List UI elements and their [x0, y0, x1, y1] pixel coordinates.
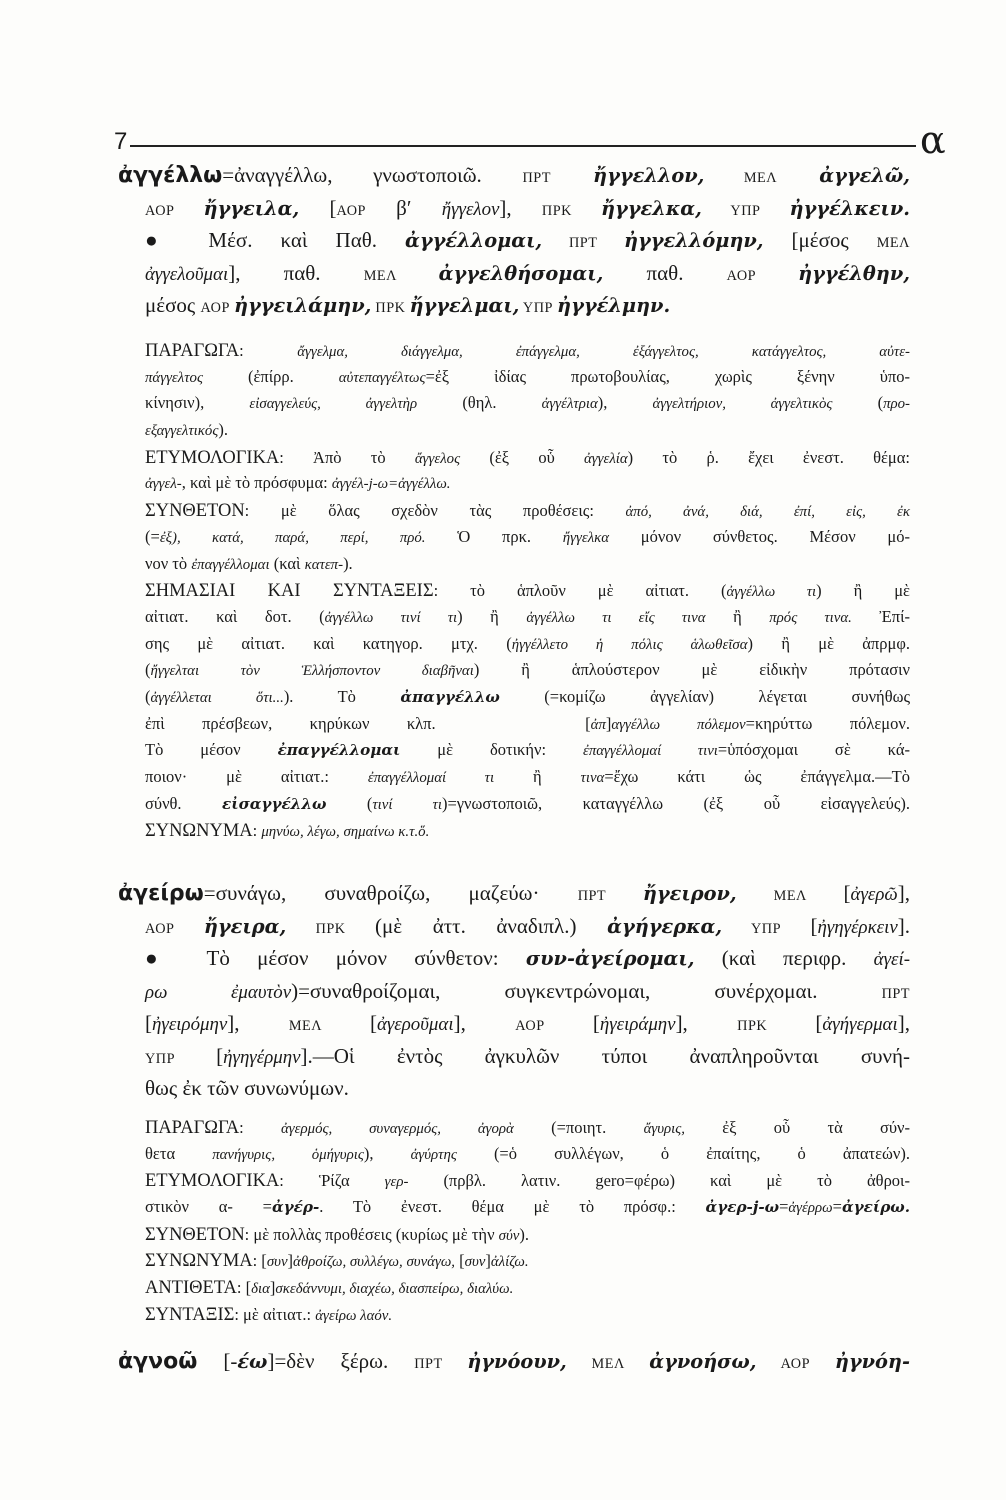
text-line — [145, 1301, 910, 1328]
grammar-abbrev: ΠΡΤ — [414, 1356, 468, 1372]
grammar-abbrev: ΠΡΤ — [522, 170, 551, 186]
text-line — [145, 1114, 910, 1141]
italic-text: ἄγγελος — [414, 450, 461, 467]
italic-text: αὐτεπαγγέλτως — [338, 369, 426, 386]
text: : [ — [236, 1278, 252, 1298]
text-line — [145, 817, 910, 844]
text-line — [145, 657, 910, 684]
text: αἰτιατ. καὶ δοτ. ( — [145, 606, 325, 626]
italic-text: μηνύω, λέγω, σημαίνω κ.τ.ὅ. — [261, 824, 430, 841]
text: θως ἐκ τῶν συνωνύμων. — [145, 1076, 349, 1100]
text: [ — [455, 1251, 465, 1271]
section-heading: ΣΗΜΑΣΙΑΙ ΚΑΙ ΣΥΝΤΑΞΕΙΣ — [145, 580, 434, 601]
italic-text: ἠγγέλλετο ἡ πόλις ἁλωθεῖσα — [511, 636, 748, 653]
text: [ — [592, 1011, 600, 1035]
bold-form: ἀγγελῶ, — [777, 164, 911, 187]
text-line — [145, 417, 910, 444]
text-line — [145, 1167, 910, 1194]
text: Ὁ πρκ. — [425, 526, 563, 546]
section-heading: ΣΥΝΩΝΥΜΑ — [145, 820, 253, 841]
bold-form: ἤγγελμαι, — [409, 294, 520, 317]
grammar-abbrev: ΜΕΛ — [288, 1018, 370, 1034]
bold-form: ἤγγελλον, — [550, 164, 705, 187]
text: ]. — [897, 913, 910, 938]
text: : [ — [252, 1251, 267, 1271]
text: μὲ δοτικήν: — [400, 740, 583, 760]
grammar-abbrev: ΑΟΡ — [200, 300, 234, 316]
text: (καὶ — [269, 553, 305, 573]
italic-text: δια — [251, 1281, 270, 1298]
text-line — [145, 289, 910, 322]
bold-form: ἠγγειλάμην, — [234, 294, 372, 317]
grammar-abbrev: ΥΠΡ — [722, 920, 811, 937]
italic-text: εξαγγελτικός — [145, 423, 219, 440]
text-line — [145, 192, 910, 225]
header-rule — [130, 145, 916, 147]
text-line — [145, 631, 910, 658]
text: ), — [363, 1143, 411, 1163]
text: ], — [897, 1011, 910, 1035]
text: ἢ — [705, 606, 770, 626]
text: ) ἢ μὲ — [816, 581, 910, 601]
entry-angello-notes — [145, 337, 910, 844]
italic-text: σκεδάννυμι, διαχέω, διασπείρω, διαλύω. — [275, 1281, 514, 1298]
text-line — [145, 524, 910, 551]
italic-text: ἀγγέλλω τι εἴς τινα — [526, 609, 706, 626]
bold-form: ἀγέρ- — [271, 1198, 320, 1217]
bold-form: ἀγείρω. — [841, 1198, 911, 1217]
text: ● Τὸ μέσον μόνον σύνθετον: — [145, 946, 526, 970]
italic-text: ἐπαγγέλλομαι — [191, 556, 270, 573]
text: ἢ — [494, 767, 581, 786]
text: ( — [326, 793, 373, 813]
text: (ἐξ οὗ — [460, 447, 584, 467]
text: ], — [897, 881, 910, 905]
grammar-abbrev: ΑΟΡ — [145, 920, 204, 937]
bold-form: ἠγγέλμην. — [557, 294, 671, 317]
bold-form: ἠγγέλκειν. — [789, 196, 911, 220]
italic-text: αγγέλλω πόλεμον — [611, 716, 746, 733]
grammar-abbrev: ΥΠΡ — [145, 1050, 217, 1067]
text: ], παθ. — [228, 260, 364, 285]
text: (= — [145, 526, 160, 546]
italic-text: ἀγεί- — [873, 949, 910, 970]
text-line — [145, 257, 910, 290]
text: ( — [832, 393, 884, 413]
section-heading: ΣΥΝΘΕΤΟΝ — [145, 1223, 245, 1244]
text: ] — [605, 713, 612, 733]
grammar-abbrev: ΑΟΡ — [145, 202, 204, 219]
bold-form: ἤγγελκα, — [601, 196, 702, 220]
text: [μέσος — [763, 228, 877, 252]
headword: ἀγγέλλω — [118, 163, 223, 188]
section-heading: ΕΤΥΜΟΛΟΓΙΚΑ — [145, 446, 280, 467]
section-heading: ΑΝΤΙΘΕΤΑ — [145, 1277, 237, 1298]
text: =ἐξ ἰδίας πρωτοβουλίας, χωρὶς ξένην ὑπο- — [425, 366, 910, 386]
text: (ἐπίρρ. — [202, 366, 339, 386]
text-line — [145, 1141, 910, 1168]
text: θετα — [145, 1143, 213, 1163]
text: (=ὁ συλλέγων, ὁ ἐπαίτης, ὁ ἀπατεών). — [456, 1143, 911, 1163]
text: ). — [343, 553, 353, 573]
italic-text: ἀγείρω λαόν. — [315, 1307, 393, 1324]
italic-text: εἰσαγγελεύς, ἀγγελτὴρ — [249, 396, 418, 413]
bold-form: ἀγγελθήσομαι, — [438, 261, 604, 285]
text-line — [145, 577, 910, 604]
text: ● Μέσ. καὶ Παθ. — [145, 228, 406, 252]
text-line — [145, 1007, 910, 1040]
section-heading: ΣΥΝΘΕΤΟΝ — [145, 500, 245, 521]
grammar-abbrev: ΠΡΚ — [541, 202, 601, 219]
text: : — [252, 821, 262, 841]
text-line — [145, 470, 910, 497]
text: : — [239, 341, 298, 360]
grammar-abbrev: ΠΡΚ — [371, 300, 410, 316]
section-heading: ΠΑΡΑΓΩΓΑ — [145, 340, 240, 360]
italic-text: κατεπ- — [304, 556, 344, 573]
entry-ageiro-notes — [145, 1114, 910, 1328]
text-line — [145, 737, 910, 764]
bold-form: έω — [237, 1350, 268, 1373]
headword: ἀγείρω — [118, 881, 204, 906]
text-line — [145, 224, 910, 257]
text-line — [145, 764, 910, 791]
bold-form: ἀγήγερκα, — [607, 914, 723, 938]
italic-text: ἀγγέλλεται ὅτι... — [150, 689, 284, 706]
italic-text: ἤγγελται τὸν Ἑλλήσποντον διαβῆναι — [150, 663, 474, 680]
text: ] — [269, 1278, 276, 1298]
text: ], — [453, 1011, 516, 1035]
grammar-abbrev: ΜΕΛ — [876, 235, 910, 251]
text-line — [145, 1040, 910, 1073]
section-heading: ΠΑΡΑΓΩΓΑ — [145, 1117, 240, 1137]
bold-form: συν-ἀγείρομαι, — [525, 947, 695, 970]
italic-text: ἀγγέλτρια — [541, 396, 598, 413]
text: : μὲ αἰτιατ.: — [234, 1304, 316, 1324]
italic-text: ἤγγελον — [441, 198, 500, 220]
bold-form: ἤγειρα, — [203, 914, 287, 938]
text: ) ἢ — [457, 606, 527, 626]
text: Ἐπί- — [851, 606, 911, 626]
text: ), — [597, 393, 653, 413]
text: [ — [369, 1011, 377, 1035]
grammar-abbrev: ΜΕΛ — [736, 888, 844, 904]
text: ].—Οἱ ἐντὸς ἀγκυλῶν τύποι ἀναπληροῦνται συνή- — [300, 1043, 911, 1068]
text-line — [145, 364, 910, 391]
bold-form: ἀπαγγέλλω — [400, 687, 500, 706]
text-line — [145, 1194, 910, 1221]
grammar-abbrev: ΑΟΡ — [756, 1356, 835, 1372]
text: : Ῥίζα — [279, 1171, 385, 1191]
italic-text: ἀγγελία — [583, 450, 628, 467]
text: κίνησιν), — [145, 393, 250, 413]
text-line — [145, 604, 910, 631]
section-letter: α — [920, 118, 946, 162]
italic-text: ἀγγελ- — [145, 476, 182, 493]
text: β′ — [365, 195, 442, 220]
text: ) ἢ ἁπλούστερον μὲ εἰδικὴν πρότασιν — [473, 660, 910, 680]
italic-text: ἠγηγέρμην — [223, 1046, 301, 1068]
text: )=συναθροίζομαι, συγκεντρώνομαι, συνέρχομαι. — [291, 978, 882, 1003]
italic-text: ἀγγελτήριον, ἀγγελτικὸς — [652, 396, 833, 413]
italic-text: ἀθροίζω, συλλέγω, συνάγω, — [293, 1254, 456, 1271]
grammar-abbrev: ΥΠΡ — [519, 300, 558, 316]
text: =κηρύττω πόλεμον. — [745, 713, 910, 733]
text: [ — [145, 1011, 152, 1035]
entry-ageiro — [118, 877, 911, 1105]
text: μέσος — [145, 293, 201, 317]
text: =ὑπόσχομαι σὲ κά- — [717, 740, 910, 760]
text: = — [779, 1197, 789, 1217]
entry-agnoo — [118, 1345, 910, 1378]
text: ) ἢ μὲ ἀπρμφ. — [747, 633, 910, 653]
text: (μὲ ἀττ. ἀναδιπλ.) — [375, 913, 608, 938]
text: : μὲ πολλὰς προθέσεις (κυρίως μὲ τὴν — [244, 1224, 499, 1244]
text-line — [145, 684, 910, 711]
text-line — [118, 877, 910, 910]
grammar-abbrev: ΠΡΚ — [737, 1018, 816, 1034]
italic-text: σύν — [498, 1227, 520, 1244]
section-heading: ΕΤΥΜΟΛΟΓΙΚΑ — [145, 1170, 280, 1191]
text: [ — [810, 913, 818, 938]
italic-text: ἀγεροῦμαι — [376, 1014, 454, 1035]
text: παθ. — [603, 260, 727, 285]
text: =ἀναγγέλλω, γνωστοποιῶ. — [222, 163, 523, 187]
italic-text: ἤγγελκα — [562, 529, 610, 546]
italic-text: γερ- — [384, 1174, 409, 1191]
text: ] — [485, 1251, 491, 1271]
bold-form: ἠγγελλόμην, — [623, 229, 764, 252]
grammar-abbrev: ΠΡΤ — [577, 888, 643, 904]
text: στικὸν α- = — [145, 1197, 272, 1217]
text: νον τὸ — [145, 553, 192, 573]
text: )=γνωστοποιῶ, καταγγέλλω (ἐξ οὗ εἰσαγγελεύς). — [441, 793, 910, 813]
grammar-abbrev: ΑΟΡ — [515, 1018, 593, 1034]
text: = — [832, 1197, 842, 1217]
text: . Τὸ ἐνεστ. θέμα μὲ τὸ πρόσφ.: — [319, 1197, 706, 1217]
text: ). — [218, 420, 228, 440]
italic-text: ἐπαγγέλλομαί τινι — [582, 743, 718, 760]
text: : — [239, 1118, 282, 1137]
bold-form: ἠγνόη- — [834, 1350, 910, 1373]
text: ( — [145, 660, 151, 680]
text: : Ἀπὸ τὸ — [279, 447, 415, 467]
text: ] — [287, 1251, 294, 1271]
text: [ — [299, 195, 337, 220]
text: Τὸ μέσον — [145, 740, 278, 760]
italic-text: ἀλίζω. — [490, 1254, 529, 1271]
text: (=κομίζω ἀγγελίαν) λέγεται συνήθως — [499, 686, 910, 706]
text: ἐπὶ πρέσβεων, κηρύκων κλπ. [ — [145, 713, 591, 733]
bold-form: ἐπαγγέλλομαι — [277, 741, 401, 760]
grammar-abbrev: ΜΕΛ — [566, 1356, 650, 1372]
text: ], — [499, 195, 542, 220]
italic-text: ἀγγέλ-j-ω=ἀγγέλλω. — [331, 476, 451, 493]
grammar-abbrev: ΜΕΛ — [704, 170, 778, 186]
italic-text: προ- — [883, 396, 910, 413]
bold-form: εἰσαγγέλλω — [222, 794, 327, 813]
text: σύνθ. — [145, 793, 222, 813]
text: (θηλ. — [417, 393, 542, 413]
italic-text: ἀπό, ἀνά, διά, ἐπί, εἰς, ἐκ — [625, 504, 910, 521]
bold-form: ἀγερ-j-ω — [705, 1198, 780, 1217]
text-line — [145, 444, 910, 471]
italic-text: ἀγγέλλω τι — [726, 584, 817, 601]
text: ], — [227, 1011, 289, 1035]
text: (πρβλ. λατιν. gero=φέρω) καὶ μὲ τὸ ἀθροι- — [408, 1171, 910, 1191]
italic-text: συν — [266, 1254, 288, 1271]
text: ). Τὸ — [283, 686, 401, 706]
text: ( — [145, 686, 151, 706]
italic-text: ἠγηγέρκειν — [817, 916, 898, 938]
text-line — [145, 1274, 910, 1301]
grammar-abbrev: ΜΕΛ — [363, 267, 439, 284]
text-line — [145, 497, 910, 524]
text: ) τὸ ῥ. ἔχει ἐνεστ. θέμα: — [627, 447, 911, 467]
bold-form: ἀγνοήσω, — [649, 1350, 757, 1373]
text-line — [145, 337, 910, 364]
text: (=ποιητ. — [513, 1118, 644, 1137]
text: : μὲ ὅλας σχεδὸν τὰς προθέσεις: — [244, 501, 626, 521]
text: ποιον· μὲ αἰτιατ.: — [145, 767, 368, 786]
headword: ἀγνοῶ — [118, 1349, 198, 1374]
italic-text: τινί τι — [372, 796, 442, 813]
italic-text: πανήγυρις, ὁμήγυρις — [212, 1146, 364, 1163]
italic-text: ἠγειρόμην — [152, 1014, 228, 1035]
grammar-abbrev: ΠΡΤ — [542, 235, 624, 251]
italic-text: ρω ἐμαυτὸν — [145, 981, 292, 1003]
italic-text: ἀγήγερμαι — [822, 1014, 898, 1035]
grammar-abbrev: ΑΟΡ — [336, 202, 366, 219]
text: ). — [519, 1224, 530, 1244]
italic-text: ἀγερμός, συναγερμός, ἀγορὰ — [281, 1121, 514, 1137]
bold-form: ἤγειρον, — [642, 882, 737, 905]
italic-text: ἀγερῶ — [850, 884, 898, 905]
page-number: 7 — [114, 128, 128, 155]
text-line — [145, 1247, 910, 1274]
grammar-abbrev: ΠΡΤ — [881, 985, 911, 1002]
section-heading: ΣΥΝΤΑΞΙΣ — [145, 1303, 235, 1324]
text: ], — [675, 1011, 738, 1035]
italic-text: ἠγειράμην — [599, 1014, 676, 1035]
text: ἐξ οὗ τὰ σύν- — [685, 1118, 910, 1137]
italic-text: ἀγγελοῦμαι — [145, 263, 229, 285]
text-line — [145, 910, 910, 943]
grammar-abbrev: ΑΟΡ — [726, 267, 799, 284]
italic-text: ἄγυρις, — [643, 1121, 685, 1137]
italic-text: ἐξ), κατά, παρά, περί, πρό. — [159, 529, 426, 546]
text: [ — [216, 1043, 224, 1068]
text-line — [145, 390, 910, 417]
italic-text: πάγγελτος — [145, 369, 203, 386]
section-heading: ΣΥΝΩΝΥΜΑ — [145, 1250, 253, 1271]
text: ]=δὲν ξέρω. — [267, 1349, 415, 1373]
text-line — [145, 711, 910, 738]
bold-form: ἀγγέλλομαι, — [405, 229, 543, 252]
italic-text: τινα — [580, 770, 605, 786]
italic-text: συν — [464, 1254, 486, 1271]
text: : τὸ ἁπλοῦν μὲ αἰτιατ. ( — [433, 581, 727, 601]
text: =συνάγω, συναθροίζω, μαζεύω· — [203, 881, 578, 905]
text-line — [145, 1221, 910, 1248]
italic-text: πρός τινα. — [769, 609, 852, 626]
text: [ — [815, 1011, 823, 1035]
bold-form: ἠγγέλθην, — [798, 261, 910, 285]
bold-form: ἤγγειλα, — [203, 196, 300, 220]
text-line — [145, 942, 910, 975]
text: [- — [197, 1349, 238, 1373]
text-line — [118, 1345, 910, 1378]
text-line — [145, 975, 910, 1008]
text: , καὶ μὲ τὸ πρόσφυμα: — [181, 473, 332, 493]
grammar-abbrev: ΥΠΡ — [701, 202, 790, 219]
text: σης μὲ αἰτιατ. καὶ κατηγορ. μτχ. ( — [145, 633, 512, 653]
text: =ἔχω κάτι ὡς ἐπάγγελμα.—Τὸ — [604, 767, 910, 786]
italic-text: ἀγγέλλω τινί τι — [324, 609, 458, 626]
entry-angello — [118, 159, 911, 322]
grammar-abbrev: ΠΡΚ — [286, 920, 376, 937]
text-line — [145, 551, 910, 578]
text: μόνον σύνθετος. Μέσον μό- — [609, 526, 910, 546]
italic-text: ἐπαγγέλλομαί τι — [367, 770, 495, 786]
italic-text: ἄγγελμα, διάγγελμα, ἐπάγγελμα, ἐξάγγελτος, κατάγγελτος, αὐτε- — [297, 344, 910, 360]
bold-form: ἠγνόουν, — [467, 1350, 567, 1373]
italic-text: ἀπ — [590, 716, 606, 733]
text-line — [118, 159, 910, 192]
text-line — [145, 791, 910, 818]
italic-text: ἀγέρρω — [788, 1200, 833, 1217]
text: [ — [843, 881, 851, 905]
text-line — [145, 1072, 910, 1105]
italic-text: ἀγύρτης — [410, 1146, 457, 1163]
text: (καὶ περιφρ. — [694, 946, 874, 970]
